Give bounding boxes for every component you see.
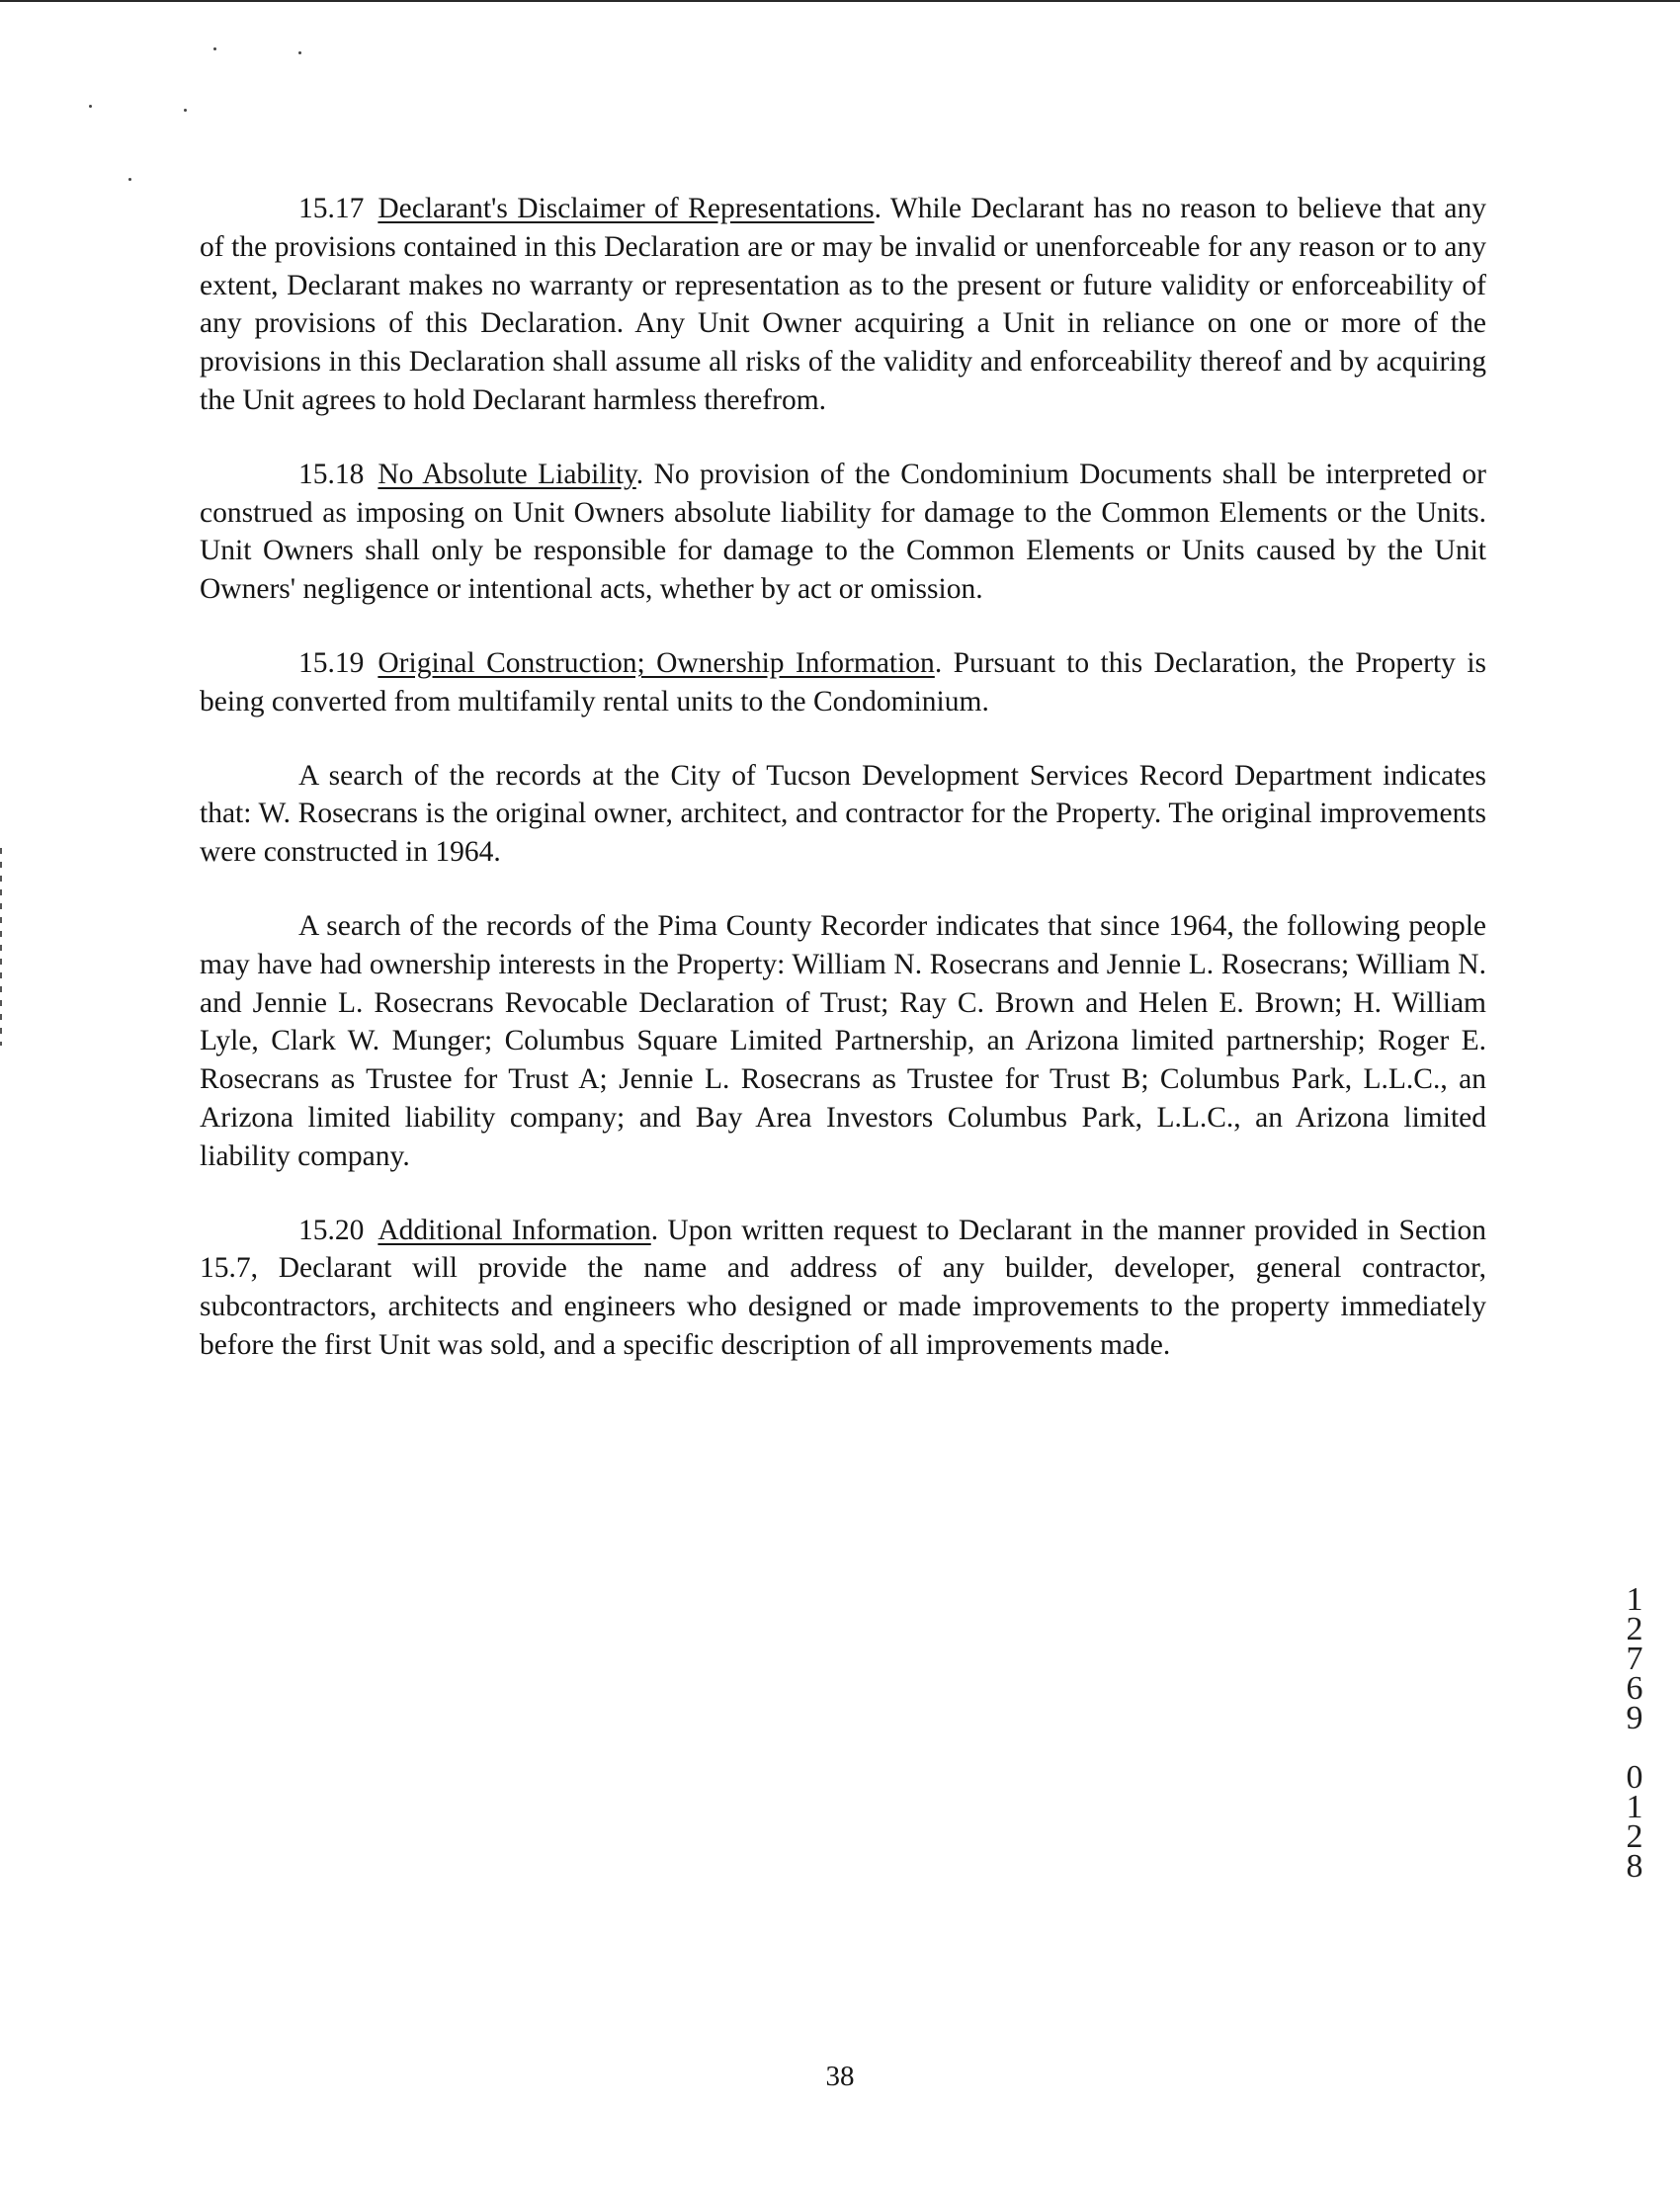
scan-speck (213, 47, 216, 50)
page-number: 38 (825, 2061, 855, 2092)
section-heading: Original Construction; Ownership Information (378, 646, 935, 679)
scan-top-edge (0, 0, 1680, 2)
section-text: . Pursuant to this Declaration, the Property is being converted from multifamily rental units to the Condominium. (200, 646, 1486, 717)
scan-left-edge (0, 848, 2, 1046)
tucson-records-paragraph (200, 757, 1486, 872)
section-text: . While Declarant has no reason to believe that any of the provisions contained in this Declaration are or may be invalid or unenforceable for any reason or to any extent, Declarant makes no warranty or representation as to the present or future validity or enforceability of any provisions of this Declaration. Any Unit Owner acquiring a Unit in reliance on one or more of the provisions in this Declaration shall assume all risks of the validity and enforceability thereof and by acquiring the Unit agrees to hold Declarant harmless therefrom. (200, 193, 1486, 416)
scan-speck (184, 109, 187, 112)
document-body (200, 190, 1486, 1400)
section-15-17 (200, 190, 1486, 420)
section-15-19 (200, 644, 1486, 721)
recording-page-number: 0 1 2 8 (1626, 1759, 1643, 1885)
paragraph-text: A search of the records of the Pima County Recorder indicates that since 1964, the following people may have had ownership interests in the Property: William N. Rosecrans and Jennie L. Rosecrans; William N. and Jennie L. Rosecrans Revocable Declaration of Trust; Ray C. Brown and Helen E. Brown; H. William Lyle, Clark W. Munger; Columbus Square Limited Partnership, an Arizona limited partnership; Roger E. Rosecrans as Trustee for Trust A; Jennie L. Rosecrans as Trustee for Trust B; Columbus Park, L.L.C., an Arizona limited liability company; and Bay Area Investors Columbus Park, L.L.C., an Arizona limited liability company. (200, 909, 1486, 1172)
scan-speck (89, 105, 92, 108)
section-heading: Additional Information (378, 1214, 651, 1246)
section-15-18 (200, 456, 1486, 609)
section-number: 15.17 (298, 193, 365, 224)
section-number: 15.20 (298, 1214, 365, 1246)
section-number: 15.18 (298, 458, 365, 490)
section-number: 15.19 (298, 646, 365, 679)
section-heading: Declarant's Disclaimer of Representations (378, 193, 875, 224)
section-text: . Upon written request to Declarant in the manner provided in Section 15.7, Declarant will provide the name and address of any builder, developer, general contractor, subcontractors, architects and engineers who designed or made improvements to the property immediately before the first Unit was sold, and a specific description of all improvements made. (200, 1214, 1486, 1361)
scan-speck (128, 178, 131, 181)
section-text: . No provision of the Condominium Documents shall be interpreted or construed as imposing on Unit Owners absolute liability for damage to the Common Elements or the Units. Unit Owners shall only be responsible for damage to the Common Elements or Units caused by the Unit Owners' negligence or intentional acts, whether by act or omission. (200, 458, 1486, 606)
section-15-20 (200, 1212, 1486, 1365)
pima-county-records-paragraph (200, 907, 1486, 1176)
scan-speck (298, 51, 301, 54)
recording-stamp (1617, 1581, 1652, 1885)
docket-number: 1 2 7 6 9 (1626, 1581, 1643, 1736)
section-heading: No Absolute Liability (378, 458, 636, 490)
paragraph-text: A search of the records at the City of Tucson Development Services Record Department indicates that: W. Rosecrans is the original owner, architect, and contractor for the Property. The original improvements were constructed in 1964. (200, 759, 1486, 869)
